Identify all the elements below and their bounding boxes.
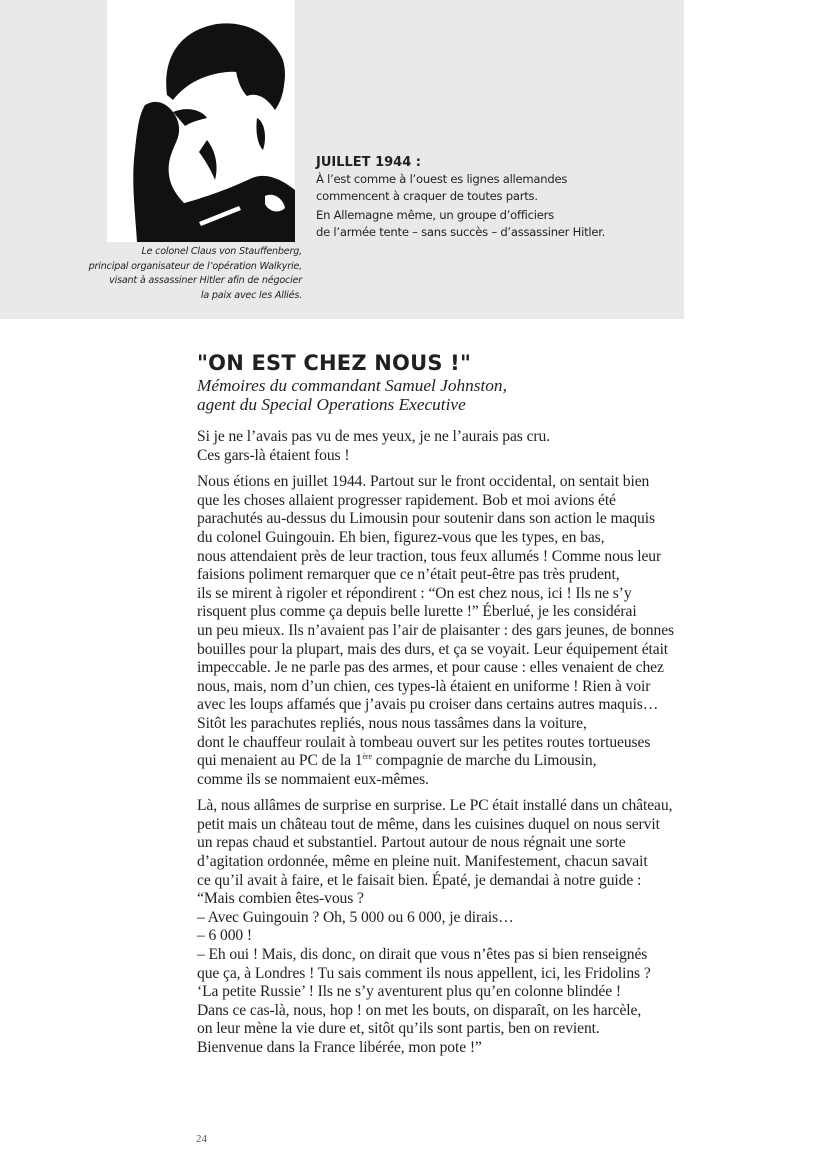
subtitle-line: Mémoires du commandant Samuel Johnston, <box>197 376 507 395</box>
text-line: Ces gars-là étaient fous ! <box>197 446 350 464</box>
sidebar-line: de l’armée tente – sans succès – d’assassiner Hitler. <box>316 224 606 239</box>
caption-line: visant à assassiner Hitler afin de négocier <box>109 275 302 286</box>
text-line: faisions poliment remarquer que ce n’était peut-être pas très prudent, <box>197 566 620 584</box>
text-line: d’agitation ordonnée, même en pleine nuit. Manifestement, chacun savait <box>197 853 648 871</box>
text-line: un peu mieux. Ils n’avaient pas l’air de plaisanter : des gars jeunes, de bonnes <box>197 621 674 639</box>
subtitle-line: agent du Special Operations Executive <box>197 395 466 414</box>
text-line: un repas chaud et substantiel. Partout autour de nous régnait une sorte <box>197 834 626 852</box>
text-fragment: qui menaient au PC de la 1 <box>197 752 363 770</box>
text-line: Dans ce cas-là, nous, hop ! on met les bouts, on disparaît, on les harcèle, <box>197 1001 642 1019</box>
text-line: – Avec Guingouin ? Oh, 5 000 ou 6 000, je dirais… <box>197 908 514 926</box>
text-line: nous, mais, nom d’un chien, ces types-là étaient en uniforme ! Rien à voir <box>197 677 651 695</box>
text-line: du colonel Guingouin. Eh bien, figurez-vous que les types, en bas, <box>197 528 605 546</box>
text-line: – 6 000 ! <box>197 927 252 945</box>
caption-line: Le colonel Claus von Stauffenberg, <box>141 246 302 257</box>
ordinal-superscript: ère <box>362 752 372 762</box>
page-number: 24 <box>196 1133 207 1145</box>
text-line: ‘La petite Russie’ ! Ils ne s’y aventurent plus qu’en colonne blindée ! <box>197 983 621 1001</box>
text-line: avec les loups affamés que j’avais pu croiser dans certains autres maquis… <box>197 696 659 714</box>
article-subtitle <box>197 376 697 414</box>
text-line: comme ils se nommaient eux-mêmes. <box>197 770 429 788</box>
text-line: ils se mirent à rigoler et répondirent : “On est chez nous, ici ! Ils ne s’y <box>197 584 632 602</box>
article-title: "ON EST CHEZ NOUS !" <box>197 351 472 375</box>
paragraph-arrival <box>197 473 697 789</box>
text-line: Bienvenue dans la France libérée, mon pote !” <box>197 1039 482 1056</box>
text-line: nous attendaient près de leur traction, tous feux allumés ! Comme nous leur <box>197 547 662 565</box>
text-line: dont le chauffeur roulait à tombeau ouvert sur les petites routes tortueuses <box>197 733 651 751</box>
text-line: Si je ne l’avais pas vu de mes yeux, je ne l’aurais pas cru. <box>197 428 550 445</box>
sidebar-line: commencent à craquer de toutes parts. <box>316 188 538 203</box>
text-line: – Eh oui ! Mais, dis donc, on dirait que vous n’êtes pas si bien renseignés <box>197 946 648 964</box>
sidebar-paragraph <box>316 171 676 204</box>
paragraph-intro <box>197 428 697 465</box>
text-line: que ça, à Londres ! Tu sais comment ils nous appellent, ici, les Fridolins ? <box>197 964 651 982</box>
text-line: Sitôt les parachutes repliés, nous nous tassâmes dans la voiture, <box>197 714 587 732</box>
text-line: Nous étions en juillet 1944. Partout sur le front occidental, on sentait bien <box>197 473 650 491</box>
text-line: petit mais un château tout de même, dans les cuisines duquel on nous servit <box>197 815 660 833</box>
portrait-image <box>107 0 295 242</box>
caption-line: principal organisateur de l’opération Walkyrie, <box>88 260 302 272</box>
sidebar-line: En Allemagne même, un groupe d’officiers <box>316 208 554 222</box>
text-line: que les choses allaient progresser rapidement. Bob et moi avions été <box>197 491 616 509</box>
sidebar-heading: JUILLET 1944 : <box>316 155 421 170</box>
text-line: Là, nous allâmes de surprise en surprise. Le PC était installé dans un château, <box>197 797 673 815</box>
stauffenberg-portrait-illustration <box>107 0 295 242</box>
portrait-caption <box>40 245 302 303</box>
text-line: risquent plus comme ça depuis belle lurette !” Éberlué, je les considérai <box>197 603 637 621</box>
text-line: “Mais combien êtes-vous ? <box>197 890 364 908</box>
sidebar-paragraph <box>316 207 676 240</box>
text-line: impeccable. Je ne parle pas des armes, et pour cause : elles venaient de chez <box>197 659 664 677</box>
sidebar-line: À l’est comme à l’ouest es lignes allemandes <box>316 172 568 186</box>
article <box>197 350 697 1058</box>
caption-line: la paix avec les Alliés. <box>200 289 302 301</box>
paragraph-chateau <box>197 797 697 1057</box>
text-line: on leur mène la vie dure et, sitôt qu’ils sont partis, ben on revient. <box>197 1020 600 1038</box>
historical-context-box <box>316 155 676 240</box>
text-line <box>197 752 697 771</box>
text-line: bouilles pour la plupart, mais des durs, et ça se voyait. Leur équipement était <box>197 640 669 658</box>
text-line: parachutés au-dessus du Limousin pour soutenir dans son action le maquis <box>197 510 655 528</box>
text-fragment: compagnie de marche du Limousin, <box>371 752 597 770</box>
text-line: ce qu’il avait à faire, et le faisait bien. Épaté, je demandai à notre guide : <box>197 871 642 889</box>
